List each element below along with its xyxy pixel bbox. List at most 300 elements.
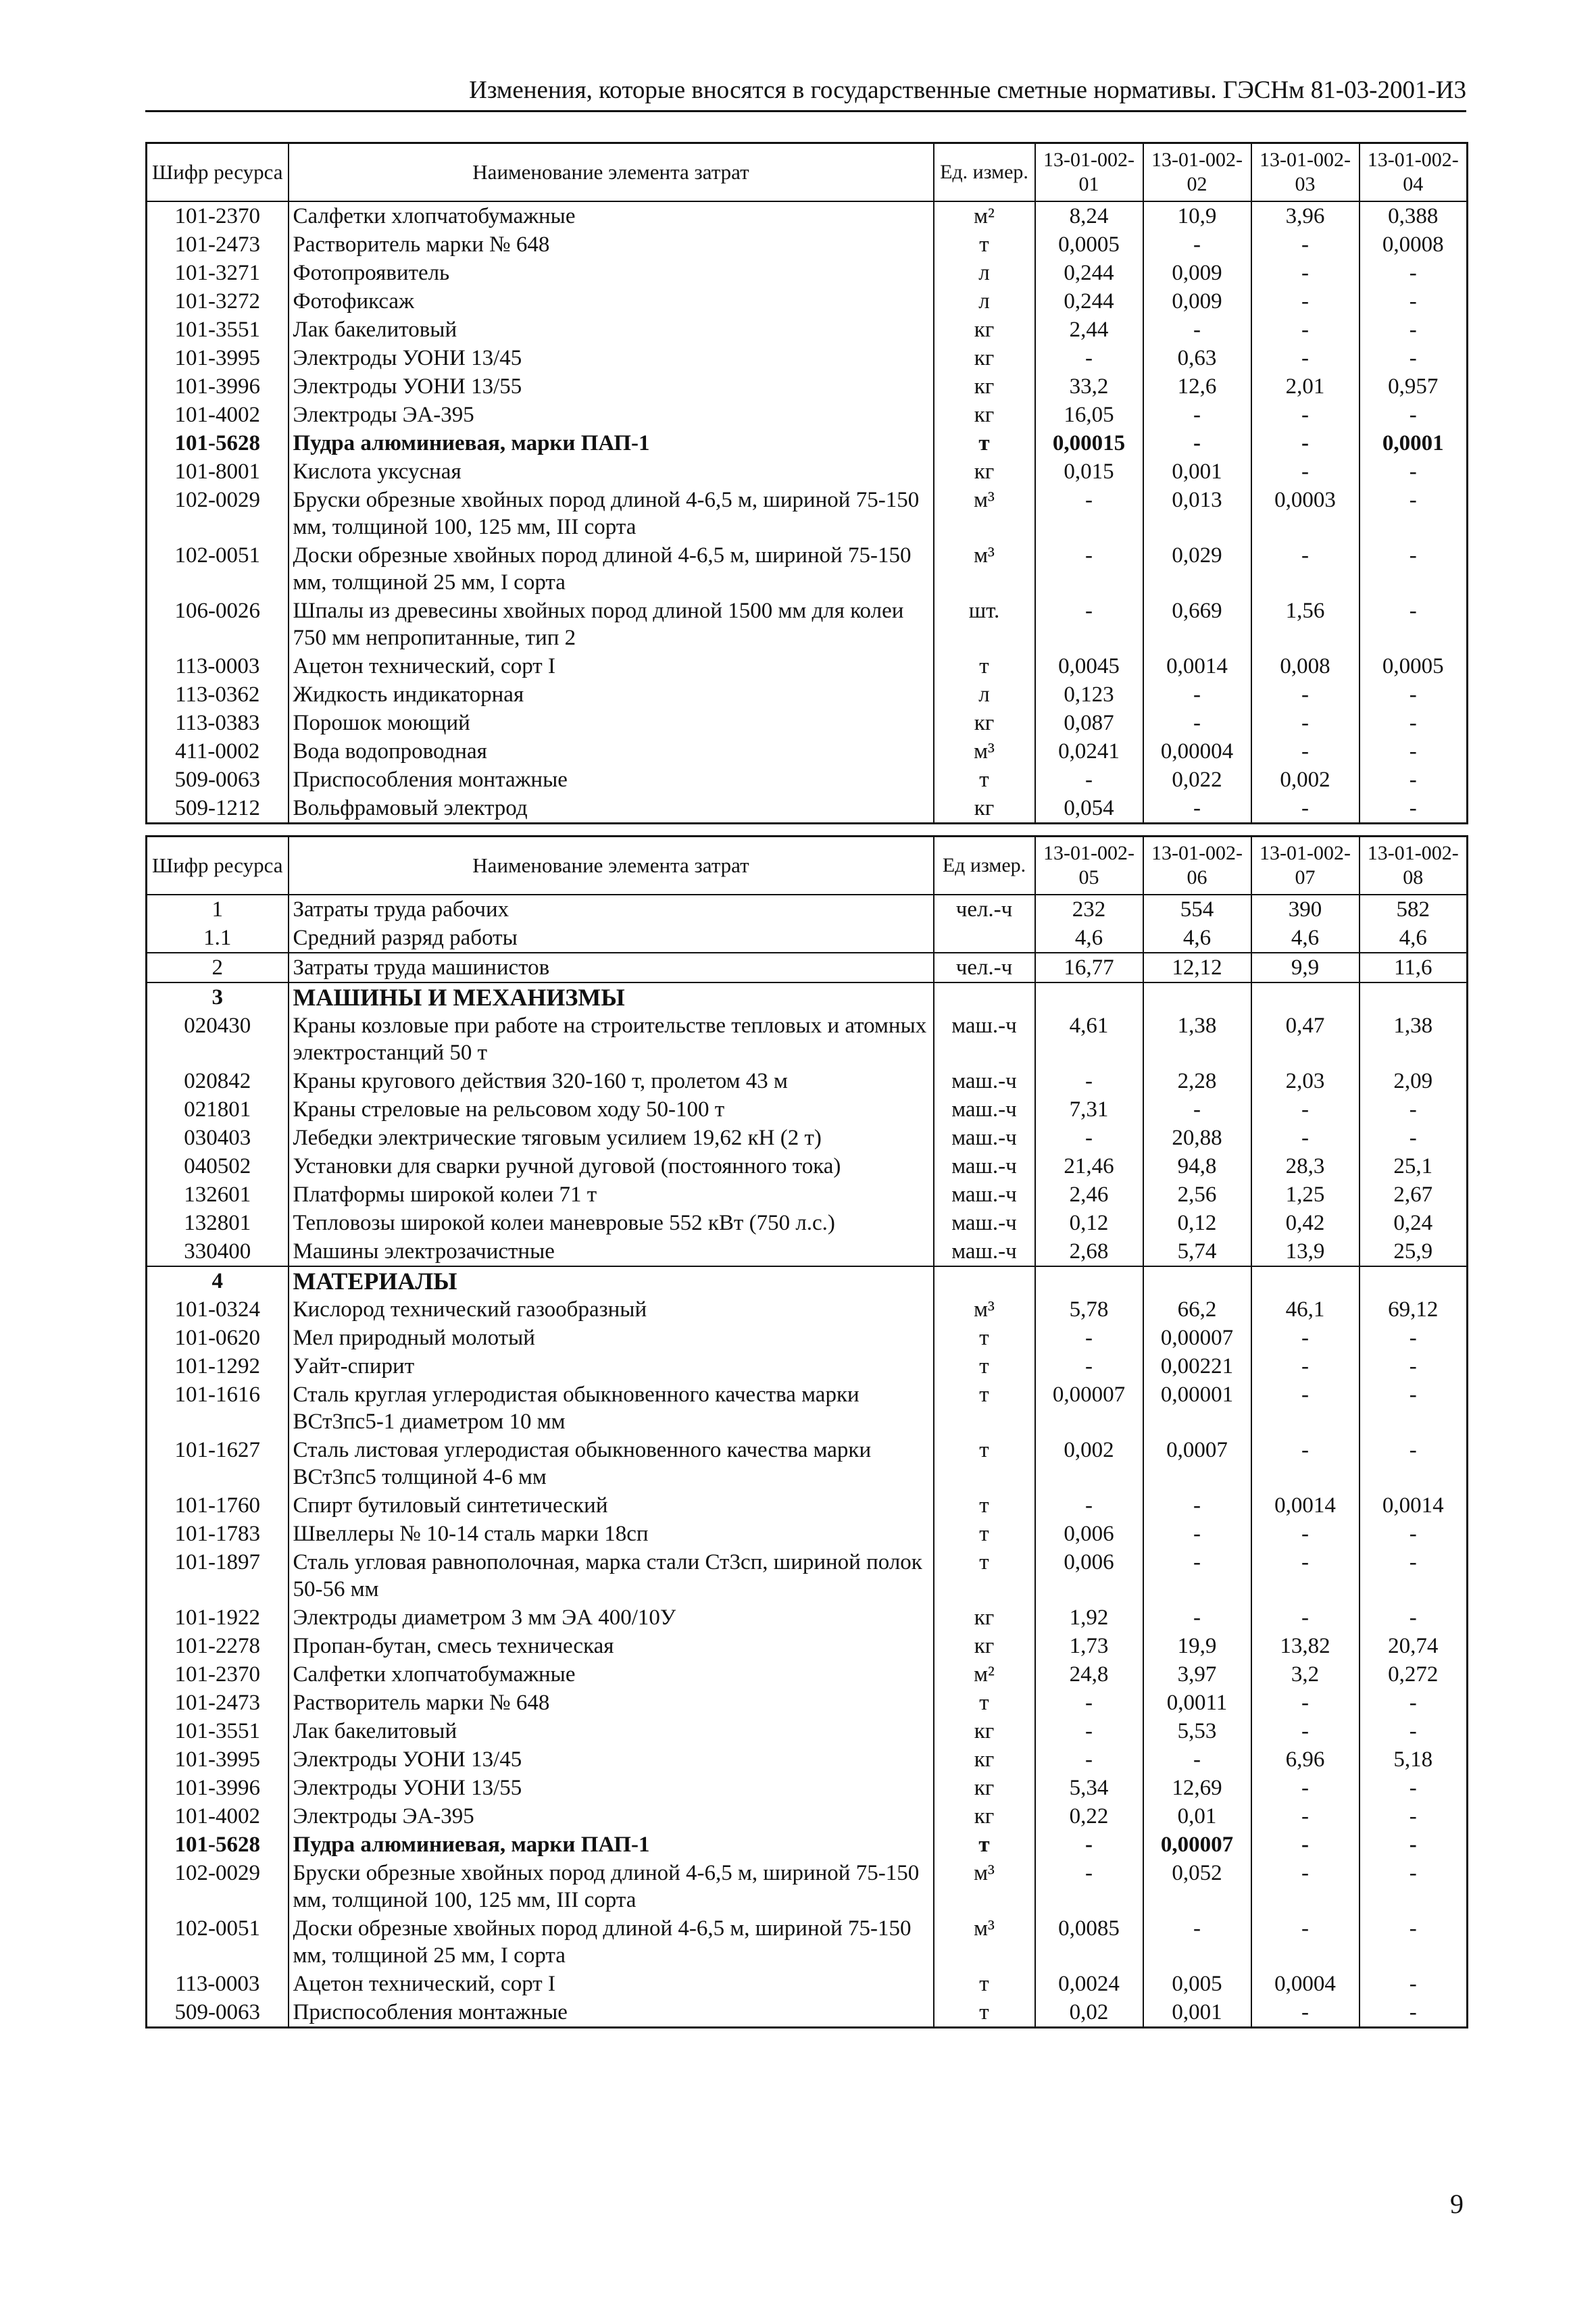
cost-element-name-cell: Уайт-спирит <box>289 1352 934 1380</box>
table-row <box>147 1095 1468 1124</box>
unit-cell: л <box>934 287 1035 316</box>
norm-value-cell: - <box>1143 709 1251 737</box>
cost-element-name-cell: Электроды УОНИ 13/45 <box>289 344 934 372</box>
norm-value-cell: - <box>1251 259 1360 287</box>
resource-code-cell: 101-3996 <box>147 372 289 401</box>
cost-element-name-cell: Салфетки хлопчатобумажные <box>289 1660 934 1689</box>
resource-code-cell: 101-3996 <box>147 1774 289 1802</box>
norm-value-cell: - <box>1360 1970 1468 1998</box>
resource-code-cell: 101-1897 <box>147 1548 289 1603</box>
norm-value-cell: 12,12 <box>1143 953 1251 982</box>
norm-value-cell: - <box>1251 1802 1360 1831</box>
norm-value-cell: 0,006 <box>1035 1520 1143 1548</box>
table-row <box>147 1831 1468 1859</box>
unit-cell: т <box>934 766 1035 794</box>
norm-value-cell: - <box>1143 1548 1251 1603</box>
norm-value-cell: - <box>1251 1436 1360 1491</box>
norm-value-cell: 24,8 <box>1035 1660 1143 1689</box>
norm-value-cell: - <box>1035 541 1143 597</box>
resource-code-cell: 040502 <box>147 1152 289 1180</box>
norm-value-cell: 13,82 <box>1251 1632 1360 1660</box>
table-row <box>147 429 1468 457</box>
cost-element-name-cell: Растворитель марки № 648 <box>289 230 934 259</box>
unit-cell: м³ <box>934 1859 1035 1914</box>
norm-value-cell: 28,3 <box>1251 1152 1360 1180</box>
header-cost-element-name: Наименование элемента затрат <box>289 143 934 201</box>
norm-value-cell: - <box>1143 230 1251 259</box>
norm-value-cell: 0,22 <box>1035 1802 1143 1831</box>
unit-cell: кг <box>934 1802 1035 1831</box>
resource-code-cell: 101-5628 <box>147 1831 289 1859</box>
norm-value-cell: - <box>1360 1603 1468 1632</box>
table-row <box>147 737 1468 766</box>
resource-code-cell: 101-2278 <box>147 1632 289 1660</box>
cost-element-name-cell: Пропан-бутан, смесь техническая <box>289 1632 934 1660</box>
table-row <box>147 1352 1468 1380</box>
norm-value-cell: 0,123 <box>1035 680 1143 709</box>
cost-element-name-cell: Ацетон технический, сорт I <box>289 1970 934 1998</box>
norm-value-cell <box>1251 1266 1360 1295</box>
unit-cell: м³ <box>934 1295 1035 1324</box>
norm-value-cell: - <box>1251 1998 1360 2028</box>
table-row <box>147 1237 1468 1266</box>
norm-value-cell: 0,24 <box>1360 1209 1468 1237</box>
cost-element-name-cell: Мел природный молотый <box>289 1324 934 1352</box>
norm-value-cell: - <box>1360 1717 1468 1745</box>
norm-value-cell: 0,00007 <box>1035 1380 1143 1436</box>
unit-cell: кг <box>934 1632 1035 1660</box>
norm-value-cell: - <box>1143 1491 1251 1520</box>
table-row <box>147 895 1468 924</box>
norm-value-cell: - <box>1360 1436 1468 1491</box>
header-norm-column: 13-01-002-01 <box>1035 143 1143 201</box>
unit-cell: маш.-ч <box>934 1124 1035 1152</box>
header-resource-code: Шифр ресурса <box>147 143 289 201</box>
norm-value-cell: - <box>1035 1124 1143 1152</box>
norm-value-cell: - <box>1251 794 1360 824</box>
norm-value-cell: - <box>1360 259 1468 287</box>
cost-element-name-cell: Затраты труда рабочих <box>289 895 934 924</box>
norm-value-cell: - <box>1143 401 1251 429</box>
table-row <box>147 1012 1468 1067</box>
table-row <box>147 372 1468 401</box>
unit-cell: маш.-ч <box>934 1152 1035 1180</box>
norm-value-cell: 0,0005 <box>1035 230 1143 259</box>
header-norm-column: 13-01-002-02 <box>1143 143 1251 201</box>
resource-code-cell: 113-0383 <box>147 709 289 737</box>
table-row <box>147 1436 1468 1491</box>
norm-value-cell: 0,63 <box>1143 344 1251 372</box>
resource-code-cell: 1.1 <box>147 924 289 953</box>
norm-value-cell: 3,96 <box>1251 201 1360 230</box>
resource-code-cell: 102-0029 <box>147 486 289 541</box>
norm-value-cell: - <box>1035 1689 1143 1717</box>
norm-value-cell: 2,68 <box>1035 1237 1143 1266</box>
table-row <box>147 1180 1468 1209</box>
cost-element-name-cell: Краны стреловые на рельсовом ходу 50-100 т <box>289 1095 934 1124</box>
norm-value-cell: 0,0001 <box>1360 429 1468 457</box>
norm-value-cell: 232 <box>1035 895 1143 924</box>
unit-cell: маш.-ч <box>934 1237 1035 1266</box>
cost-element-name-cell: Сталь листовая углеродистая обыкновенного качества марки ВСт3пс5 толщиной 4-6 мм <box>289 1436 934 1491</box>
cost-element-name-cell: Швеллеры № 10-14 сталь марки 18сп <box>289 1520 934 1548</box>
norm-value-cell: 5,74 <box>1143 1237 1251 1266</box>
norm-value-cell: 0,006 <box>1035 1548 1143 1603</box>
norm-value-cell: 2,44 <box>1035 316 1143 344</box>
norm-value-cell: 2,28 <box>1143 1067 1251 1095</box>
norm-value-cell: - <box>1035 1352 1143 1380</box>
norm-value-cell: - <box>1360 287 1468 316</box>
resource-code-cell: 509-1212 <box>147 794 289 824</box>
cost-element-name-cell: Краны козловые при работе на строительстве тепловых и атомных электростанций 50 т <box>289 1012 934 1067</box>
table-row <box>147 597 1468 652</box>
table-row <box>147 344 1468 372</box>
resource-code-cell: 102-0029 <box>147 1859 289 1914</box>
norm-value-cell: - <box>1251 1095 1360 1124</box>
cost-element-name-cell: Кислота уксусная <box>289 457 934 486</box>
norm-value-cell: - <box>1360 541 1468 597</box>
norm-value-cell: 2,46 <box>1035 1180 1143 1209</box>
cost-element-name-cell: Тепловозы широкой колеи маневровые 552 кВт (750 л.с.) <box>289 1209 934 1237</box>
unit-cell: кг <box>934 794 1035 824</box>
norm-value-cell: 390 <box>1251 895 1360 924</box>
unit-cell: л <box>934 259 1035 287</box>
norm-value-cell: 16,77 <box>1035 953 1143 982</box>
norm-value-cell: - <box>1035 1491 1143 1520</box>
norm-value-cell: 0,00001 <box>1143 1380 1251 1436</box>
norm-value-cell: 4,6 <box>1143 924 1251 953</box>
unit-cell: маш.-ч <box>934 1180 1035 1209</box>
norm-value-cell: 0,022 <box>1143 766 1251 794</box>
cost-element-name-cell: Установки для сварки ручной дуговой (постоянного тока) <box>289 1152 934 1180</box>
unit-cell: кг <box>934 1717 1035 1745</box>
norm-value-cell: 0,087 <box>1035 709 1143 737</box>
norm-value-cell: - <box>1251 1380 1360 1436</box>
norm-value-cell: - <box>1035 486 1143 541</box>
table-body <box>147 895 1468 2028</box>
table-row <box>147 1295 1468 1324</box>
resource-code-cell: 101-3995 <box>147 344 289 372</box>
norm-value-cell: 3,97 <box>1143 1660 1251 1689</box>
norm-value-cell: 0,47 <box>1251 1012 1360 1067</box>
norm-value-cell: - <box>1360 1802 1468 1831</box>
table-body <box>147 201 1468 824</box>
norm-value-cell: - <box>1251 1520 1360 1548</box>
table-row <box>147 201 1468 230</box>
cost-element-name-cell: Фотофиксаж <box>289 287 934 316</box>
unit-cell: кг <box>934 1774 1035 1802</box>
resource-code-cell: 132801 <box>147 1209 289 1237</box>
resource-code-cell: 101-3551 <box>147 1717 289 1745</box>
norm-value-cell: 0,0003 <box>1251 486 1360 541</box>
unit-cell: кг <box>934 372 1035 401</box>
cost-element-name-cell: Вода водопроводная <box>289 737 934 766</box>
table-row <box>147 1124 1468 1152</box>
norm-value-cell: 12,6 <box>1143 372 1251 401</box>
unit-cell: т <box>934 1352 1035 1380</box>
norm-value-cell: 2,03 <box>1251 1067 1360 1095</box>
norm-value-cell: - <box>1143 316 1251 344</box>
unit-cell: м² <box>934 201 1035 230</box>
norm-value-cell: - <box>1251 429 1360 457</box>
norm-value-cell: - <box>1360 1831 1468 1859</box>
table-row <box>147 1914 1468 1970</box>
norm-value-cell: 1,25 <box>1251 1180 1360 1209</box>
unit-cell: кг <box>934 1745 1035 1774</box>
resource-code-cell: 101-1760 <box>147 1491 289 1520</box>
cost-element-name-cell: Приспособления монтажные <box>289 766 934 794</box>
resource-code-cell: 101-1292 <box>147 1352 289 1380</box>
norm-value-cell: - <box>1360 1689 1468 1717</box>
norm-value-cell: 0,015 <box>1035 457 1143 486</box>
header-cost-element-name: Наименование элемента затрат <box>289 837 934 895</box>
resource-code-cell: 132601 <box>147 1180 289 1209</box>
norm-value-cell: 1,38 <box>1360 1012 1468 1067</box>
resources-table-1 <box>145 142 1468 824</box>
norm-value-cell: - <box>1360 1324 1468 1352</box>
cost-element-name-cell: Электроды ЭА-395 <box>289 401 934 429</box>
cost-element-name-cell: Ацетон технический, сорт I <box>289 652 934 680</box>
norm-value-cell: 2,67 <box>1360 1180 1468 1209</box>
resource-code-cell: 020430 <box>147 1012 289 1067</box>
cost-element-name-cell: Растворитель марки № 648 <box>289 1689 934 1717</box>
unit-cell: т <box>934 429 1035 457</box>
unit-cell: м³ <box>934 541 1035 597</box>
norm-value-cell: 21,46 <box>1035 1152 1143 1180</box>
norm-value-cell: 0,0011 <box>1143 1689 1251 1717</box>
norm-value-cell: 0,669 <box>1143 597 1251 652</box>
norm-value-cell <box>1360 1266 1468 1295</box>
resource-code-cell: 101-4002 <box>147 401 289 429</box>
table-row <box>147 457 1468 486</box>
cost-element-name-cell: Салфетки хлопчатобумажные <box>289 201 934 230</box>
norm-value-cell: 0,008 <box>1251 652 1360 680</box>
norm-value-cell: 0,02 <box>1035 1998 1143 2028</box>
norm-value-cell: 11,6 <box>1360 953 1468 982</box>
table-row <box>147 316 1468 344</box>
unit-cell: т <box>934 1380 1035 1436</box>
unit-cell: маш.-ч <box>934 1067 1035 1095</box>
cost-element-name-cell: Бруски обрезные хвойных пород длиной 4-6,5 м, шириной 75-150 мм, толщиной 100, 125 мм, III сорта <box>289 1859 934 1914</box>
norm-value-cell <box>1035 1266 1143 1295</box>
norm-value-cell: 0,005 <box>1143 1970 1251 1998</box>
unit-cell: кг <box>934 316 1035 344</box>
norm-value-cell: - <box>1360 457 1468 486</box>
unit-cell: т <box>934 1970 1035 1998</box>
table-row <box>147 287 1468 316</box>
norm-value-cell: 0,244 <box>1035 287 1143 316</box>
table-row <box>147 1380 1468 1436</box>
norm-value-cell: 1,56 <box>1251 597 1360 652</box>
resource-code-cell: 101-3551 <box>147 316 289 344</box>
norm-value-cell: - <box>1251 1324 1360 1352</box>
resource-code-cell: 101-1616 <box>147 1380 289 1436</box>
unit-cell: кг <box>934 457 1035 486</box>
norm-value-cell: - <box>1360 737 1468 766</box>
norm-value-cell: 4,61 <box>1035 1012 1143 1067</box>
norm-value-cell: 0,013 <box>1143 486 1251 541</box>
unit-cell <box>934 924 1035 953</box>
norm-value-cell: 4,6 <box>1360 924 1468 953</box>
resource-code-cell: 4 <box>147 1266 289 1295</box>
section-row <box>147 1266 1468 1295</box>
norm-value-cell: - <box>1143 429 1251 457</box>
norm-value-cell: 19,9 <box>1143 1632 1251 1660</box>
norm-value-cell: 12,69 <box>1143 1774 1251 1802</box>
norm-value-cell: 1,92 <box>1035 1603 1143 1632</box>
cost-element-name-cell: Электроды диаметром 3 мм ЭА 400/10У <box>289 1603 934 1632</box>
norm-value-cell: - <box>1251 1914 1360 1970</box>
cost-element-name-cell: Жидкость индикаторная <box>289 680 934 709</box>
table-row <box>147 766 1468 794</box>
resource-code-cell: 2 <box>147 953 289 982</box>
norm-value-cell: - <box>1251 401 1360 429</box>
unit-cell: маш.-ч <box>934 1209 1035 1237</box>
resource-code-cell: 330400 <box>147 1237 289 1266</box>
resource-code-cell: 101-3272 <box>147 287 289 316</box>
resource-code-cell: 101-4002 <box>147 1802 289 1831</box>
resource-code-cell: 509-0063 <box>147 766 289 794</box>
resource-code-cell: 411-0002 <box>147 737 289 766</box>
norm-value-cell: - <box>1035 1324 1143 1352</box>
norm-value-cell: - <box>1251 709 1360 737</box>
cost-element-name-cell: Пудра алюминиевая, марки ПАП-1 <box>289 1831 934 1859</box>
table-row <box>147 652 1468 680</box>
cost-element-name-cell: Вольфрамовый электрод <box>289 794 934 824</box>
unit-cell: маш.-ч <box>934 1012 1035 1067</box>
header-norm-column: 13-01-002-04 <box>1360 143 1468 201</box>
resource-code-cell: 113-0003 <box>147 1970 289 1998</box>
norm-value-cell: - <box>1251 1603 1360 1632</box>
norm-value-cell: 0,002 <box>1251 766 1360 794</box>
header-unit: Ед. измер. <box>934 143 1035 201</box>
norm-value-cell: - <box>1035 1831 1143 1859</box>
unit-cell: кг <box>934 1603 1035 1632</box>
table-header-row <box>147 837 1468 895</box>
resource-code-cell: 113-0362 <box>147 680 289 709</box>
table-row <box>147 680 1468 709</box>
unit-cell: т <box>934 1831 1035 1859</box>
norm-value-cell: - <box>1251 1859 1360 1914</box>
norm-value-cell: - <box>1035 766 1143 794</box>
cost-element-name-cell: Бруски обрезные хвойных пород длиной 4-6,5 м, шириной 75-150 мм, толщиной 100, 125 мм, III сорта <box>289 486 934 541</box>
norm-value-cell: - <box>1251 1717 1360 1745</box>
resource-code-cell: 101-3995 <box>147 1745 289 1774</box>
norm-value-cell: - <box>1360 680 1468 709</box>
norm-value-cell: 0,00007 <box>1143 1324 1251 1352</box>
page-number: 9 <box>1450 2189 1464 2219</box>
resources-table-2 <box>145 835 1468 2028</box>
cost-element-name-cell: Электроды ЭА-395 <box>289 1802 934 1831</box>
resource-code-cell: 509-0063 <box>147 1998 289 2028</box>
cost-element-name-cell: Доски обрезные хвойных пород длиной 4-6,5 м, шириной 75-150 мм, толщиной 25 мм, I сорта <box>289 541 934 597</box>
norm-value-cell: 0,0007 <box>1143 1436 1251 1491</box>
norm-value-cell: - <box>1360 1380 1468 1436</box>
norm-value-cell: - <box>1143 1520 1251 1548</box>
cost-element-name-cell: Сталь угловая равнополочная, марка стали Ст3сп, шириной полок 50-56 мм <box>289 1548 934 1603</box>
norm-value-cell: - <box>1035 597 1143 652</box>
resource-code-cell: 101-2370 <box>147 1660 289 1689</box>
norm-value-cell: 16,05 <box>1035 401 1143 429</box>
norm-value-cell: - <box>1251 680 1360 709</box>
unit-cell: кг <box>934 401 1035 429</box>
unit-cell: маш.-ч <box>934 1095 1035 1124</box>
norm-value-cell: 2,01 <box>1251 372 1360 401</box>
norm-value-cell: - <box>1251 344 1360 372</box>
unit-cell: м³ <box>934 486 1035 541</box>
norm-value-cell: 0,00221 <box>1143 1352 1251 1380</box>
cost-element-name-cell: Лак бакелитовый <box>289 1717 934 1745</box>
norm-value-cell: - <box>1035 1717 1143 1745</box>
cost-element-name-cell: Спирт бутиловый синтетический <box>289 1491 934 1520</box>
resource-code-cell: 101-8001 <box>147 457 289 486</box>
page-header <box>145 76 1466 112</box>
norm-value-cell: 0,0241 <box>1035 737 1143 766</box>
resource-code-cell: 106-0026 <box>147 597 289 652</box>
table-row <box>147 1603 1468 1632</box>
cost-element-name-cell: Лак бакелитовый <box>289 316 934 344</box>
cost-element-name-cell: Шпалы из древесины хвойных пород длиной 1500 мм для колеи 750 мм непропитанные, тип 2 <box>289 597 934 652</box>
norm-value-cell: - <box>1035 1067 1143 1095</box>
resource-code-cell: 101-1627 <box>147 1436 289 1491</box>
norm-value-cell: 0,12 <box>1143 1209 1251 1237</box>
cost-element-name-cell: Доски обрезные хвойных пород длиной 4-6,5 м, шириной 75-150 мм, толщиной 25 мм, I сорта <box>289 1914 934 1970</box>
norm-value-cell: 0,00015 <box>1035 429 1143 457</box>
table-row <box>147 1970 1468 1998</box>
norm-value-cell: - <box>1251 1124 1360 1152</box>
table-row <box>147 1717 1468 1745</box>
resource-code-cell: 101-2370 <box>147 201 289 230</box>
cost-element-name-cell: Электроды УОНИ 13/55 <box>289 1774 934 1802</box>
header-norm-column: 13-01-002-05 <box>1035 837 1143 895</box>
unit-cell: м² <box>934 1660 1035 1689</box>
resource-code-cell: 101-1783 <box>147 1520 289 1548</box>
norm-value-cell: 46,1 <box>1251 1295 1360 1324</box>
norm-value-cell: 0,01 <box>1143 1802 1251 1831</box>
norm-value-cell: 0,244 <box>1035 259 1143 287</box>
unit-cell: м³ <box>934 1914 1035 1970</box>
cost-element-name-cell: Пудра алюминиевая, марки ПАП-1 <box>289 429 934 457</box>
resource-code-cell: 3 <box>147 982 289 1012</box>
norm-value-cell: - <box>1251 1548 1360 1603</box>
norm-value-cell: - <box>1143 1745 1251 1774</box>
norm-value-cell: 20,74 <box>1360 1632 1468 1660</box>
norm-value-cell: - <box>1360 1774 1468 1802</box>
section-row <box>147 982 1468 1012</box>
norm-value-cell: 0,00007 <box>1143 1831 1251 1859</box>
norm-value-cell: - <box>1360 597 1468 652</box>
unit-cell: т <box>934 1548 1035 1603</box>
norm-value-cell: 0,12 <box>1035 1209 1143 1237</box>
cost-element-name-cell: Сталь круглая углеродистая обыкновенного качества марки ВСт3пс5-1 диаметром 10 мм <box>289 1380 934 1436</box>
resource-code-cell: 101-1922 <box>147 1603 289 1632</box>
cost-element-name-cell: Порошок моющий <box>289 709 934 737</box>
cost-element-name-cell: Фотопроявитель <box>289 259 934 287</box>
unit-cell: шт. <box>934 597 1035 652</box>
norm-value-cell: 25,1 <box>1360 1152 1468 1180</box>
norm-value-cell: 94,8 <box>1143 1152 1251 1180</box>
norm-value-cell: 0,0045 <box>1035 652 1143 680</box>
unit-cell: т <box>934 1520 1035 1548</box>
unit-cell: т <box>934 1436 1035 1491</box>
norm-value-cell: 2,09 <box>1360 1067 1468 1095</box>
table-header-row <box>147 143 1468 201</box>
table-row <box>147 259 1468 287</box>
norm-value-cell: - <box>1251 1689 1360 1717</box>
norm-value-cell: - <box>1360 1352 1468 1380</box>
cost-element-name-cell: Лебедки электрические тяговым усилием 19,62 кН (2 т) <box>289 1124 934 1152</box>
cost-element-name-cell: Машины электрозачистные <box>289 1237 934 1266</box>
